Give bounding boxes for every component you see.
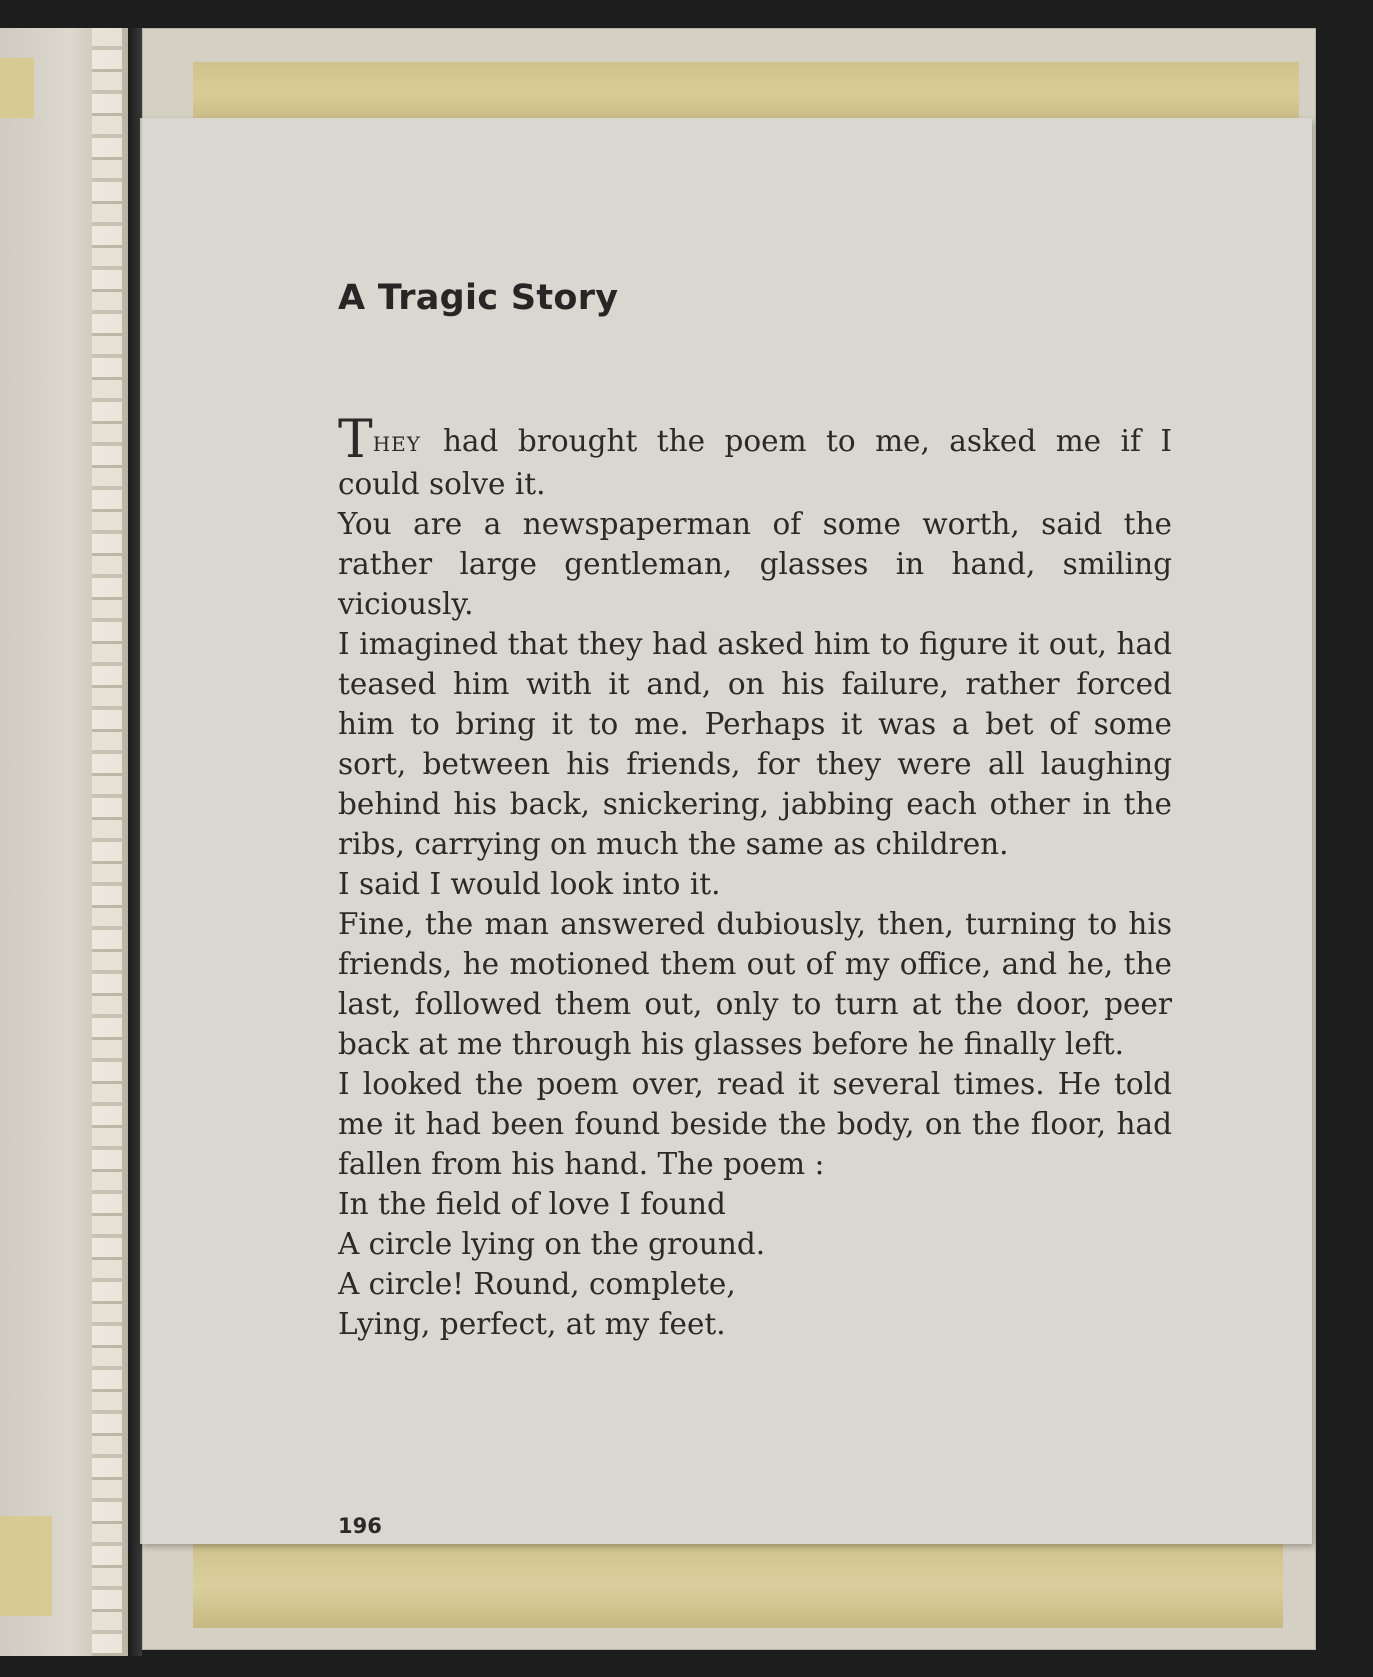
page-title: A Tragic Story: [338, 278, 619, 318]
opening-paragraph: [338, 410, 1172, 504]
paragraph: I imagined that they had asked him to figure it out, had teased him with it and, on his failure, rather forced him to bring it to me. Perhaps it was a bet of some sort, between his friends, for they were all laughing behind his back, snickering, jabbing each other in the ribs, carrying on much the same as children.: [338, 627, 1172, 861]
story-text: [338, 410, 1172, 1344]
tape-strip: [0, 58, 34, 118]
tape-band-bottom: [193, 1544, 1283, 1628]
page-number: 196: [338, 1514, 382, 1538]
torn-page-edge: [92, 28, 122, 1656]
tape-strip: [0, 1516, 52, 1616]
paragraph: Fine, the man answered dubiously, then, turning to his friends, he motioned them out of my office, and he, the last, followed them out, only to turn at the door, peer back at me through his glasses before he finally left.: [338, 907, 1172, 1061]
opening-text: had brought the poem to me, asked me if I could solve it.: [338, 424, 1172, 501]
poem-line: In the field of love I found: [338, 1187, 726, 1221]
poem-line: A circle lying on the ground.: [338, 1227, 766, 1261]
paragraph: I looked the poem over, read it several times. He told me it had been found beside the body, on the floor, had fallen from his hand. The poem :: [338, 1067, 1172, 1181]
small-caps-word: HEY: [372, 432, 421, 456]
paragraph: You are a newspaperman of some worth, said the rather large gentleman, glasses in hand, smiling viciously.: [338, 507, 1172, 621]
paragraph: I said I would look into it.: [338, 867, 721, 901]
poem-line: Lying, perfect, at my feet.: [338, 1307, 726, 1341]
poem-line: A circle! Round, complete,: [338, 1267, 736, 1301]
book-page: [140, 118, 1312, 1544]
tape-band-top: [193, 62, 1299, 124]
drop-cap: T: [338, 410, 373, 470]
left-facing-page: [0, 28, 131, 1656]
